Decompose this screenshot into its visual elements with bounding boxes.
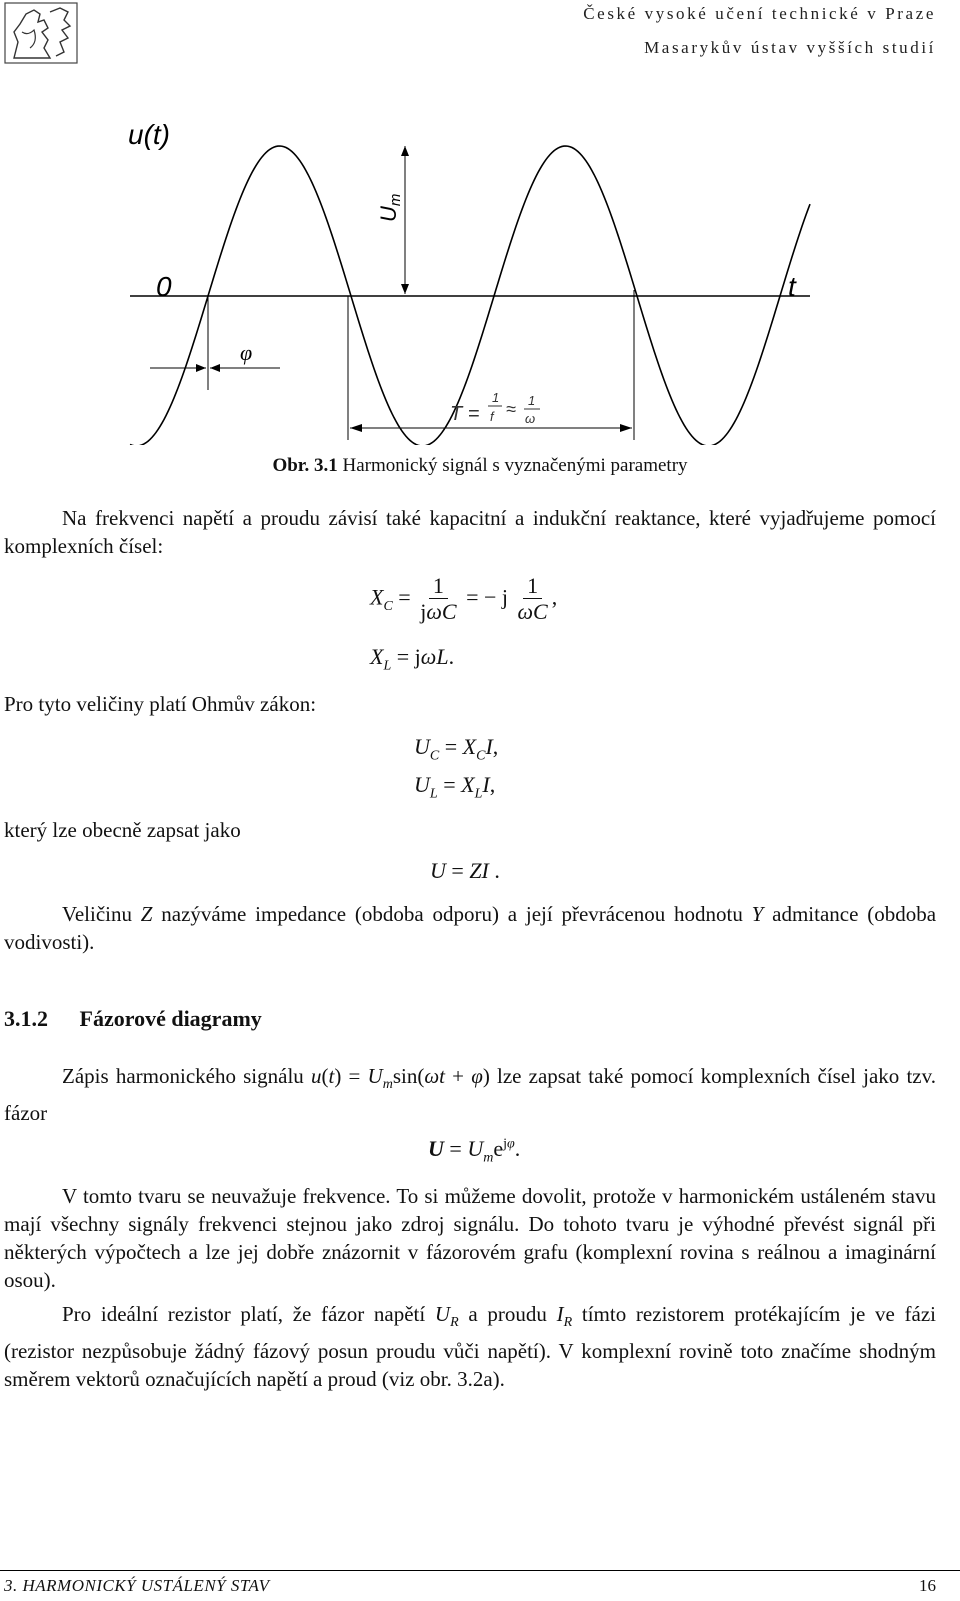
phase-label: φ [240, 340, 253, 365]
origin-label: 0 [156, 271, 172, 302]
section-number: 3.1.2 [4, 1006, 48, 1031]
harmonic-signal-figure [120, 110, 820, 445]
equation-xl: $X_L = j\omega L$. [370, 644, 455, 674]
period-label: T = [450, 403, 480, 425]
header-university: České vysoké učení technické v Praze [583, 4, 936, 23]
general-form-label: který lze obecně zapsat jako [4, 818, 241, 842]
header-institute: Masarykův ústav vyšších studií [644, 38, 936, 57]
paragraph-resistor: Pro ideální rezistor platí, že fázor napětí $U_R$ a proudu $I_R$ tímto rezistorem protékajícím je ve fázi (rezistor nezpůsobuje žádný fázový posun proudu vůči napětí). V komplexní rovině toto značíme shodným směrem vektorů označujících napětí a proud (viz obr. 3.2a). [4, 1302, 936, 1392]
equation-uc: $U_C = X_CI$, [414, 734, 499, 764]
paragraph-phasor: Zápis harmonického signálu $u(t) = U_m\sin(\omega t + \varphi)$ lze zapsat také pomocí komplexních čísel jako tzv. fázor [4, 1064, 936, 1126]
section-heading [4, 1006, 262, 1032]
x-axis-label: t [788, 271, 796, 302]
equation-ohm: U = ZI . [430, 858, 500, 883]
amplitude-label: Um [376, 193, 404, 222]
section-title: Fázorové diagramy [79, 1006, 262, 1031]
equation-xc: $X_C$ = $\frac{1}{\text{jωC}}$ = − j $\frac{1}{\omega C}$ , [370, 573, 558, 624]
paragraph-frequency: V tomto tvaru se neuvažuje frekvence. To si můžeme dovolit, protože v harmonickém ustáleném stavu mají všechny signály frekvenci stejnou jako zdroj signálu. Do tohoto tvaru je výhodné převést signál při některých výpočtech a lze jej dobře znázornit v fázorovém grafu (komplexní rovina s reálnou a imaginární osou). [4, 1184, 936, 1292]
svg-text:1: 1 [528, 393, 536, 408]
caption-number: Obr. 3.1 [272, 455, 338, 476]
lion-logo-icon [4, 2, 78, 64]
ohm-law-label: Pro tyto veličiny platí Ohmův zákon: [4, 692, 317, 716]
equation-phasor: $U = U_me^{j\varphi}$. [428, 1136, 521, 1166]
footer-rule [0, 1570, 960, 1571]
paragraph-impedance: Veličinu Z nazýváme impedance (obdoba odporu) a její převrácenou hodnotu Y admitance (obdoba vodivosti). [4, 902, 937, 954]
svg-text:≈: ≈ [506, 399, 516, 419]
equation-ul: $U_L = X_LI$, [414, 772, 496, 802]
paragraph-reactance: Na frekvenci napětí a proudu závisí také kapacitní a indukční reaktance, které vyjadřujeme pomocí komplexních čísel: [4, 506, 936, 558]
university-logo [4, 2, 78, 64]
svg-text:f: f [490, 409, 494, 424]
svg-text:ω: ω [525, 411, 536, 426]
footer-page-number: 16 [919, 1576, 936, 1595]
footer-chapter: 3. HARMONICKÝ USTÁLENÝ STAV [4, 1576, 270, 1595]
period-formula [488, 390, 540, 426]
caption-text: Harmonický signál s vyznačenými parametry [342, 455, 688, 476]
figure-caption [0, 455, 960, 477]
y-axis-label: u(t) [128, 119, 170, 150]
svg-text:1: 1 [492, 390, 500, 405]
